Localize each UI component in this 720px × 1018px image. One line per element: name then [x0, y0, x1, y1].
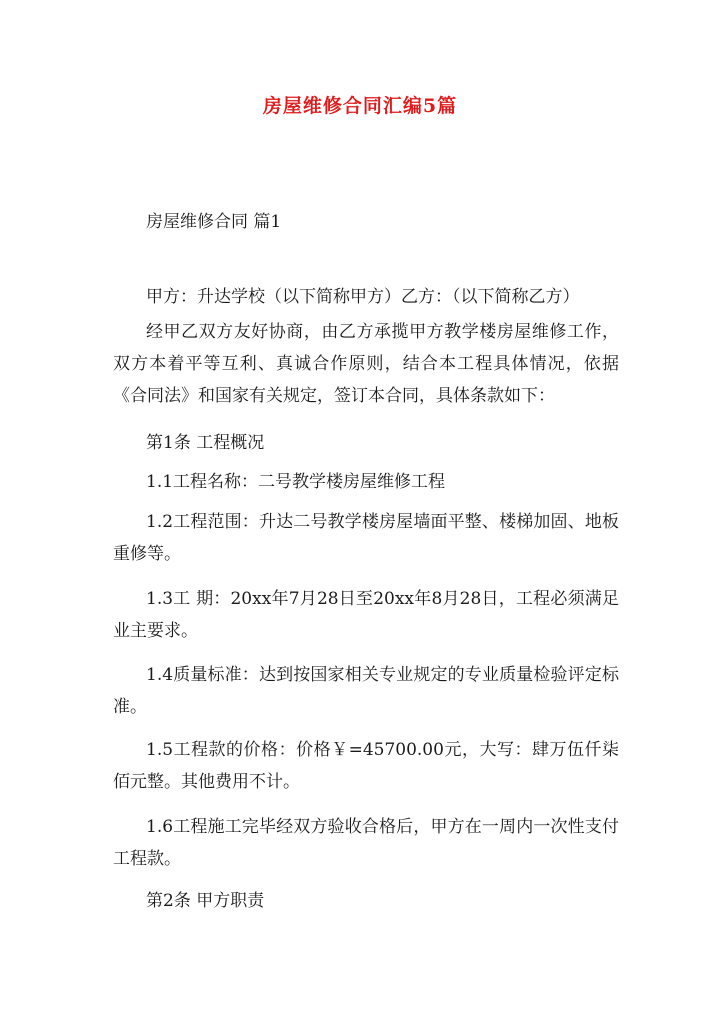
- article-1-heading: 第1条 工程概况: [146, 433, 265, 453]
- clause-1-3: 1.3工 期：20xx年7月28日至20xx年8月28日，工程必须满足业主要求。: [113, 589, 619, 641]
- clause-1-2: 1.2工程范围：升达二号教学楼房屋墙面平整、楼梯加固、地板重修等。: [113, 512, 619, 564]
- section-heading: 房屋维修合同 篇1: [146, 212, 282, 232]
- clause-1-5: 1.5工程款的价格：价格￥=45700.00元，大写：肆万伍仟柒佰元整。其他费用不计。: [113, 740, 619, 792]
- intro-paragraph: 经甲乙双方友好协商，由乙方承揽甲方教学楼房屋维修工作，双方本着平等互利、真诚合作原则，结合本工程具体情况，依据《合同法》和国家有关规定，签订本合同，具体条款如下：: [113, 322, 619, 406]
- clause-1-6: 1.6工程施工完毕经双方验收合格后，甲方在一周内一次性支付工程款。: [113, 817, 619, 869]
- parties-line: 甲方：升达学校（以下简称甲方）乙方：（以下简称乙方）: [146, 287, 580, 307]
- clause-1-1: 1.1工程名称：二号教学楼房屋维修工程: [146, 472, 446, 492]
- article-2-heading: 第2条 甲方职责: [146, 891, 265, 911]
- clause-1-4: 1.4质量标准：达到按国家相关专业规定的专业质量检验评定标准。: [113, 665, 619, 717]
- document-title: 房屋维修合同汇编5篇: [262, 95, 458, 117]
